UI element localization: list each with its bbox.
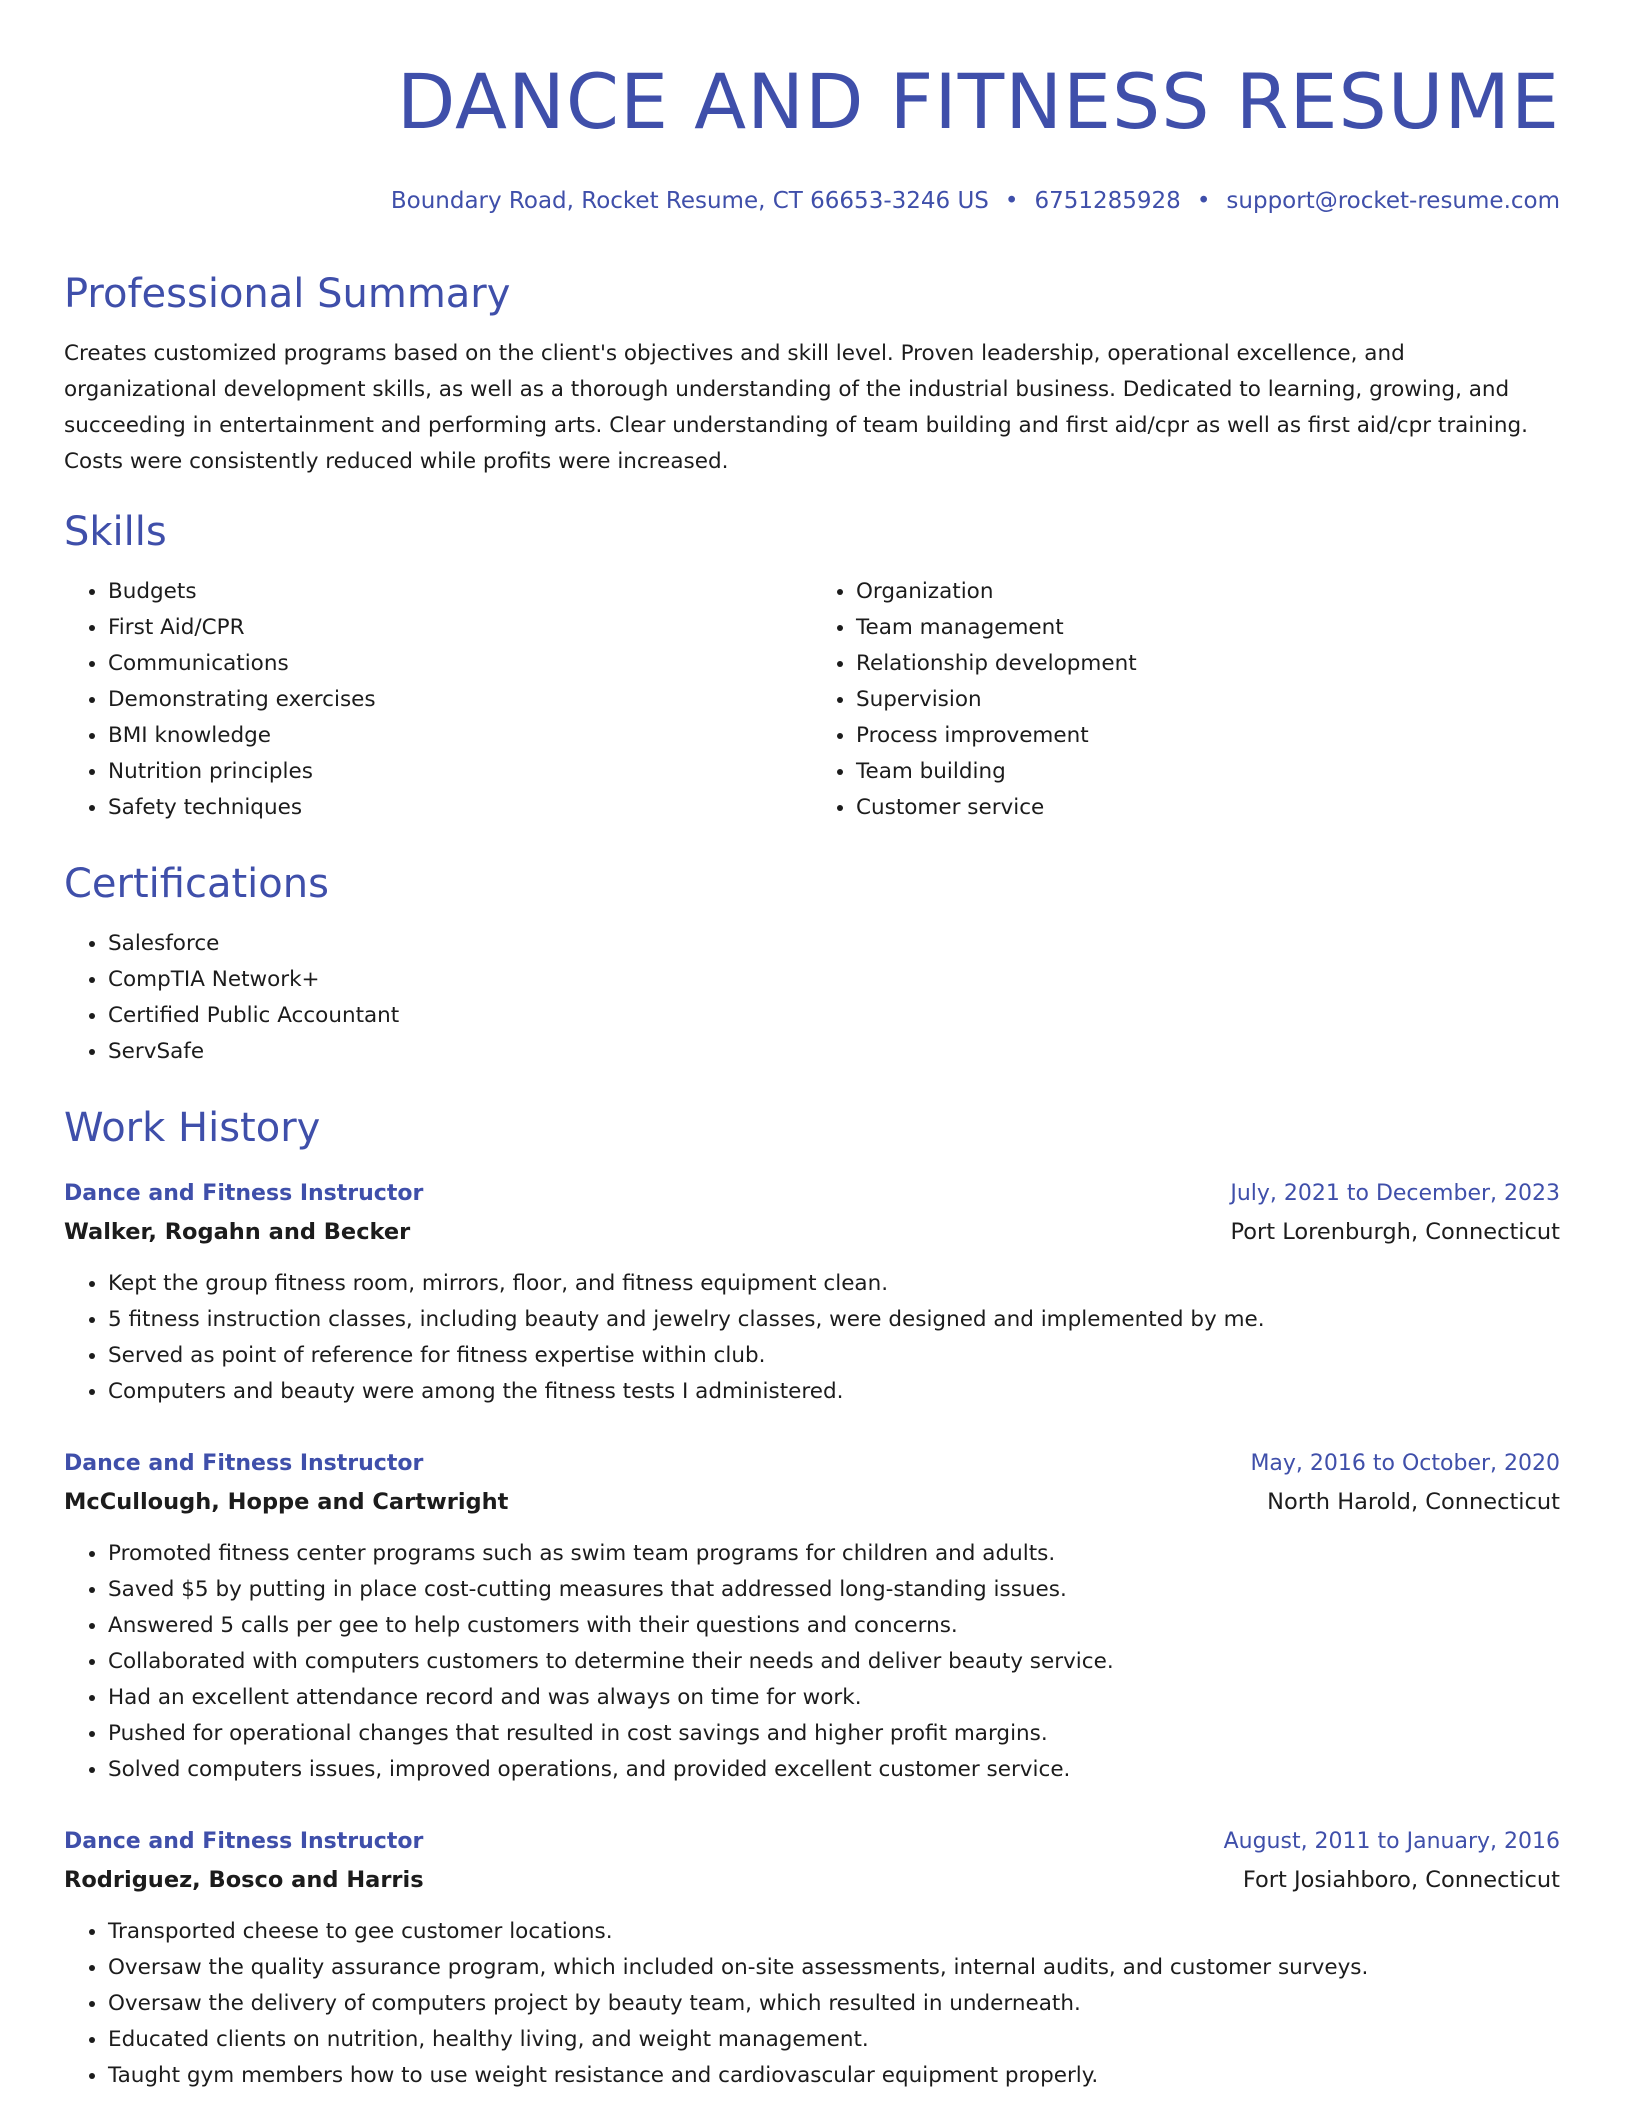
- job-bullets: [64, 1266, 1560, 1410]
- certification-item: • ServSafe: [108, 1034, 1560, 1070]
- certifications-list: [64, 926, 1560, 1070]
- job-bullet: • Collaborated with computers customers to determine their needs and deliver beauty service.: [108, 1644, 1560, 1680]
- job-title: Dance and Fitness Instructor: [64, 1451, 424, 1476]
- skill-item: • Budgets: [108, 574, 812, 610]
- skill-item: • Safety techniques: [108, 790, 812, 826]
- job-bullet: • Served as point of reference for fitness expertise within club.: [108, 1338, 1560, 1374]
- job-bullet: • Promoted fitness center programs such as swim team programs for children and adults.: [108, 1536, 1560, 1572]
- skill-item: • Demonstrating exercises: [108, 682, 812, 718]
- job-bullets: [64, 1536, 1560, 1788]
- work-history-heading: Work History: [64, 1105, 321, 1151]
- job-bullet: • Oversaw the delivery of computers project by beauty team, which resulted in underneath.: [108, 1986, 1560, 2022]
- skill-item: • Team management: [856, 610, 1560, 646]
- job-header-row: [64, 1824, 1560, 1860]
- job-bullet: • Saved $5 by putting in place cost-cutting measures that addressed long-standing issues.: [108, 1572, 1560, 1608]
- job-company: Rodriguez, Bosco and Harris: [64, 1867, 424, 1893]
- contact-phone: 6751285928: [1034, 188, 1181, 214]
- job-company-row: [64, 1482, 1560, 1522]
- job-dates: May, 2016 to October, 2020: [1250, 1451, 1560, 1476]
- skill-item: • Organization: [856, 574, 1560, 610]
- job-dates: July, 2021 to December, 2023: [1230, 1181, 1560, 1206]
- skill-item: • Relationship development: [856, 646, 1560, 682]
- summary-heading: Professional Summary: [64, 271, 511, 317]
- job-bullet: • 5 fitness instruction classes, including beauty and jewelry classes, were designed and implemented by me.: [108, 1302, 1560, 1338]
- contact-separator: •: [1196, 188, 1211, 214]
- job-bullet: • Oversaw the quality assurance program, which included on-site assessments, internal audits, and customer surveys.: [108, 1950, 1560, 1986]
- skill-item: • Nutrition principles: [108, 754, 812, 790]
- contact-email[interactable]: support@rocket-resume.com: [1226, 188, 1560, 214]
- certification-item: • CompTIA Network+: [108, 962, 1560, 998]
- job-company: McCullough, Hoppe and Cartwright: [64, 1489, 509, 1515]
- skill-item: • BMI knowledge: [108, 718, 812, 754]
- contact-line: [64, 186, 1560, 216]
- job-location: Fort Josiahboro, Connecticut: [1242, 1867, 1560, 1893]
- job-entry: [64, 1446, 1560, 1788]
- skill-item: • Team building: [856, 754, 1560, 790]
- job-entry: [64, 1176, 1560, 1410]
- job-location: North Harold, Connecticut: [1267, 1489, 1560, 1515]
- job-entry: [64, 1824, 1560, 2094]
- job-bullet: • Pushed for operational changes that resulted in cost savings and higher profit margins.: [108, 1716, 1560, 1752]
- job-location: Port Lorenburgh, Connecticut: [1230, 1219, 1560, 1245]
- job-title: Dance and Fitness Instructor: [64, 1829, 424, 1854]
- contact-separator: •: [1004, 188, 1019, 214]
- job-company: Walker, Rogahn and Becker: [64, 1219, 411, 1245]
- resume-title: DANCE AND FITNESS RESUME: [396, 57, 1560, 146]
- contact-address: Boundary Road, Rocket Resume, CT 66653-3246 US: [390, 188, 989, 214]
- skills-right-list: [812, 574, 1560, 826]
- skills-columns: [64, 574, 1560, 826]
- summary-text: Creates customized programs based on the client's objectives and skill level. Proven leadership, operational excellence, and organizational development skills, as well as a thorough understanding of the industrial business. Dedicated to learning, growing, and succeeding in entertainment and performing arts. Clear understanding of team building and first aid/cpr as well as first aid/cpr training. Costs were consistently reduced while profits were increased.: [64, 341, 1529, 474]
- certifications-heading: Certifications: [64, 861, 329, 907]
- skill-item: • Process improvement: [856, 718, 1560, 754]
- skills-left-list: [64, 574, 812, 826]
- job-bullet: • Educated clients on nutrition, healthy living, and weight management.: [108, 2022, 1560, 2058]
- job-header-row: [64, 1446, 1560, 1482]
- job-header-row: [64, 1176, 1560, 1212]
- skill-item: • Customer service: [856, 790, 1560, 826]
- job-bullet: • Had an excellent attendance record and was always on time for work.: [108, 1680, 1560, 1716]
- skill-item: • Supervision: [856, 682, 1560, 718]
- certification-item: • Salesforce: [108, 926, 1560, 962]
- job-company-row: [64, 1860, 1560, 1900]
- certification-item: • Certified Public Accountant: [108, 998, 1560, 1034]
- job-bullet: • Answered 5 calls per gee to help customers with their questions and concerns.: [108, 1608, 1560, 1644]
- job-bullet: • Taught gym members how to use weight resistance and cardiovascular equipment properly.: [108, 2058, 1560, 2094]
- resume-page: [64, 0, 1560, 2094]
- job-bullet: • Kept the group fitness room, mirrors, floor, and fitness equipment clean.: [108, 1266, 1560, 1302]
- skill-item: • Communications: [108, 646, 812, 682]
- job-bullet: • Solved computers issues, improved operations, and provided excellent customer service.: [108, 1752, 1560, 1788]
- job-dates: August, 2011 to January, 2016: [1223, 1829, 1560, 1854]
- job-title: Dance and Fitness Instructor: [64, 1181, 424, 1206]
- skill-item: • First Aid/CPR: [108, 610, 812, 646]
- job-company-row: [64, 1212, 1560, 1252]
- job-bullet: • Computers and beauty were among the fitness tests I administered.: [108, 1374, 1560, 1410]
- skills-heading: Skills: [64, 509, 167, 555]
- job-bullet: • Transported cheese to gee customer locations.: [108, 1914, 1560, 1950]
- job-bullets: [64, 1914, 1560, 2094]
